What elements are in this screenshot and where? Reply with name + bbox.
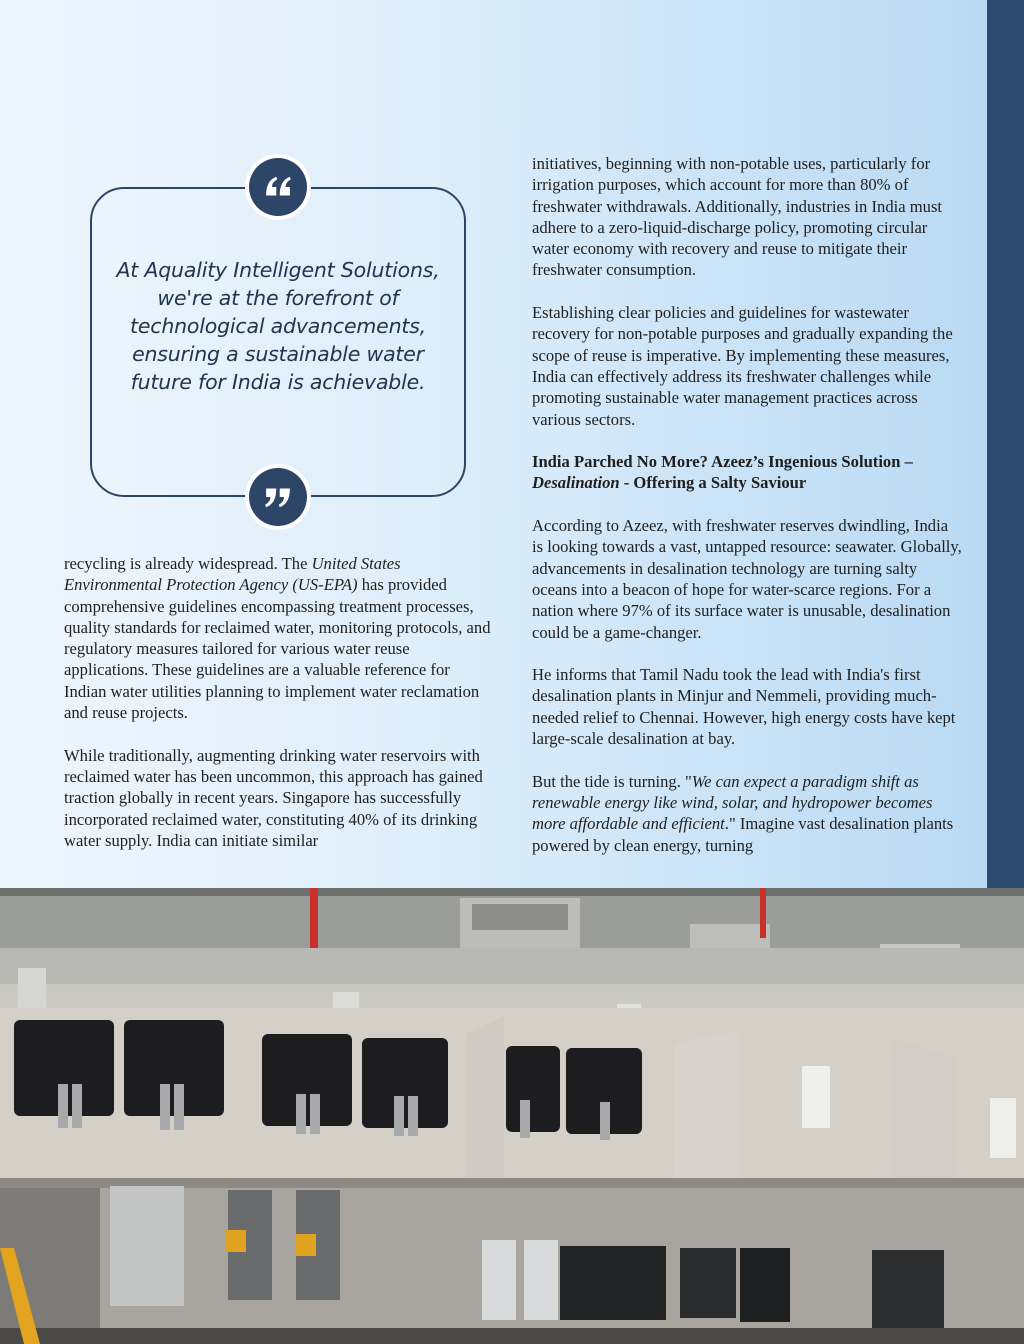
paragraph: [64, 553, 496, 723]
quote-open-icon: [245, 154, 311, 220]
heading-italic-text: Desalination: [532, 473, 620, 493]
paragraph: While traditionally, augmenting drinking water reservoirs with reclaimed water has been uncommon, this approach has gained traction globally in recent years. Singapore has successfully incorporated reclaimed water, constituting 40% of its drinking water supply. India can initiate similar: [64, 745, 483, 850]
water-dispenser-photo: [0, 888, 1024, 1344]
right-text-column: [532, 153, 962, 877]
paragraph-text: recycling is already widespread. The: [64, 554, 312, 573]
quote-italic-text: We can expect a paradigm shift as renewable energy like wind, solar, and hydropower becomes more affordable and efficient: [532, 771, 933, 834]
heading-text: - Offering a Salty Saviour: [619, 473, 807, 493]
paragraph: [532, 771, 962, 856]
paragraph-text: has provided comprehensive guidelines encompassing treatment processes, quality standards for reclaimed water, monitoring protocols, and regulatory measures tailored for various water reuse applications. These guidelines are a valuable reference for Indian water utilities planning to implement water reclamation and reuse projects.: [64, 575, 491, 723]
left-text-column: [64, 553, 496, 872]
paragraph: Establishing clear policies and guidelines for wastewater recovery for non-potable purposes and gradually expanding the scope of reuse is imperative. By implementing these measures, India can effectively address its freshwater challenges while promoting sustainable water management practices across various sectors.: [532, 303, 953, 429]
page-edge-bar: [987, 0, 1024, 888]
quote-close-icon: [245, 464, 311, 530]
paragraph: According to Azeez, with freshwater reserves dwindling, India is looking towards a vast, untapped resource: seawater. Globally, advancements in desalination technology are turning salty oceans into a beacon of hope for water-scarce regions. For a nation where 97% of its surface water is unusable, desalination could be a game-changer.: [532, 516, 962, 642]
heading-text: India Parched No More? Azeez’s Ingenious Solution –: [532, 452, 913, 472]
section-heading: [532, 451, 962, 494]
paragraph: He informs that Tamil Nadu took the lead with India's first desalination plants in Minjur and Nemmeli, providing much-needed relief to Chennai. However, high energy costs have kept large-scale desalination at bay.: [532, 665, 956, 749]
paragraph-text: But the tide is turning. ": [532, 771, 692, 791]
paragraph: initiatives, beginning with non-potable uses, particularly for irrigation purposes, which account for more than 80% of freshwater withdrawals. Additionally, industries in India must adhere to a zero-liquid-discharge policy, promoting circular water economy with recovery and reuse to mitigate their freshwater consumption.: [532, 154, 943, 280]
pull-quote-text: At Aquality Intelligent Solutions, we're at the forefront of technological advancements, ensuring a sustainable water future for India is achievable.: [116, 258, 440, 394]
paragraph-text: ." Imagine vast desalination plants powered by clean energy, turning: [532, 814, 954, 855]
agency-name-italic: United States Environmental Protection Agency (US-EPA): [64, 554, 401, 595]
